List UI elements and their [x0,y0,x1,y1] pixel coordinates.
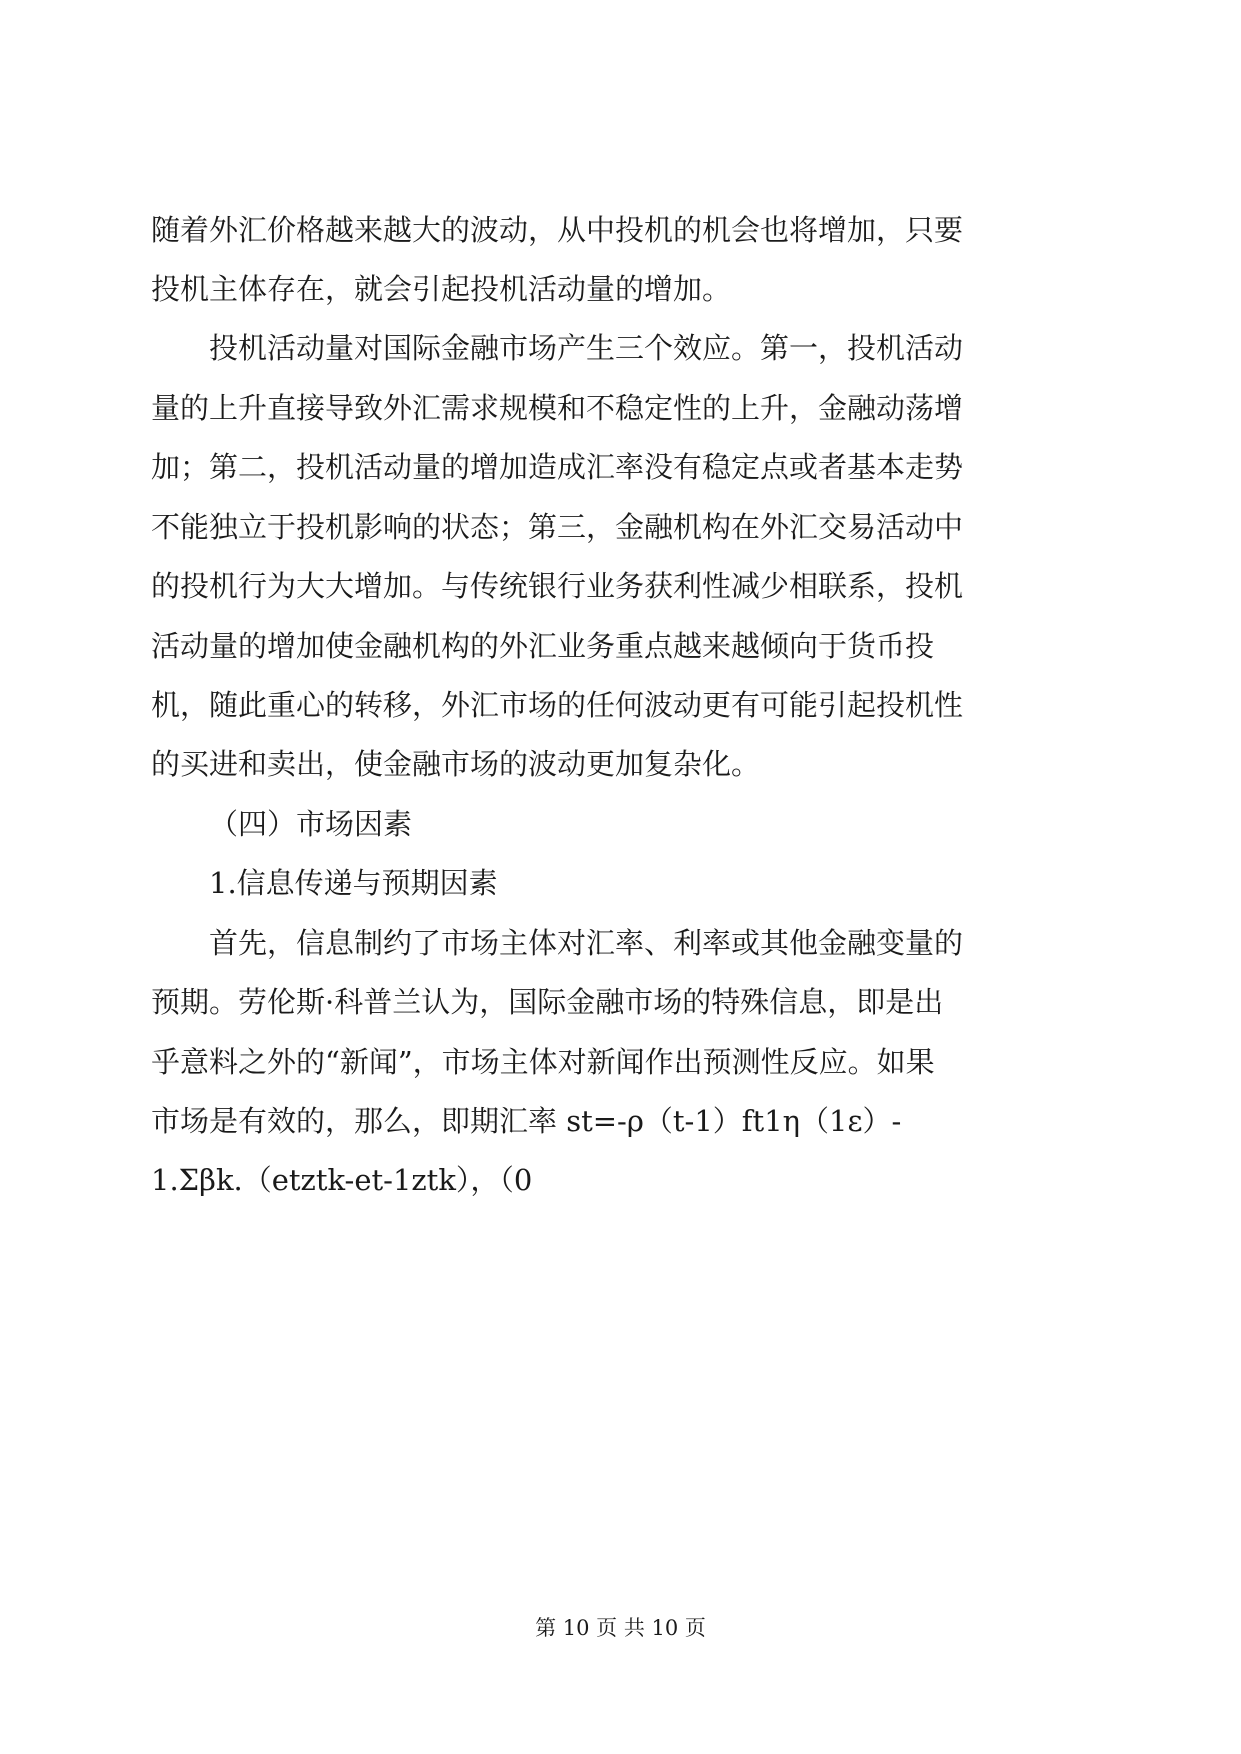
paragraph-line: 首先，信息制约了市场主体对汇率、利率或其他金融变量的 [209,926,964,960]
page-footer: 第 10 页 共 10 页 [535,1616,706,1640]
subsection-heading: 1.信息传递与预期因素 [209,866,498,900]
section-heading: （四）市场因素 [209,807,413,841]
paragraph-line: 市场是有效的，那么，即期汇率 st=-ρ（t-1）ft1η（1ε）- [151,1104,902,1138]
paragraph-line: 不能独立于投机影响的状态；第三，金融机构在外汇交易活动中 [151,510,964,544]
paragraph-line: 预期。劳伦斯·科普兰认为，国际金融市场的特殊信息，即是出 [151,985,944,1019]
paragraph-line: 投机活动量对国际金融市场产生三个效应。第一，投机活动 [209,331,964,365]
paragraph-line: 乎意料之外的“新闻”，市场主体对新闻作出预测性反应。如果 [151,1045,935,1079]
paragraph-line: 机，随此重心的转移，外汇市场的任何波动更有可能引起投机性 [151,688,964,722]
paragraph-line: 的买进和卖出，使金融市场的波动更加复杂化。 [151,747,761,781]
paragraph-line: 活动量的增加使金融机构的外汇业务重点越来越倾向于货币投 [151,629,935,663]
paragraph-line: 加；第二，投机活动量的增加造成汇率没有稳定点或者基本走势 [151,450,964,484]
paragraph-line: 1.Σβk.（etztk-et-1ztk），（0 [151,1163,533,1197]
paragraph-line: 随着外汇价格越来越大的波动，从中投机的机会也将增加，只要 [151,213,964,247]
paragraph-line: 投机主体存在，就会引起投机活动量的增加。 [151,272,732,306]
paragraph-line: 量的上升直接导致外汇需求规模和不稳定性的上升，金融动荡增 [151,391,964,425]
paragraph-line: 的投机行为大大增加。与传统银行业务获利性减少相联系，投机 [151,569,964,603]
